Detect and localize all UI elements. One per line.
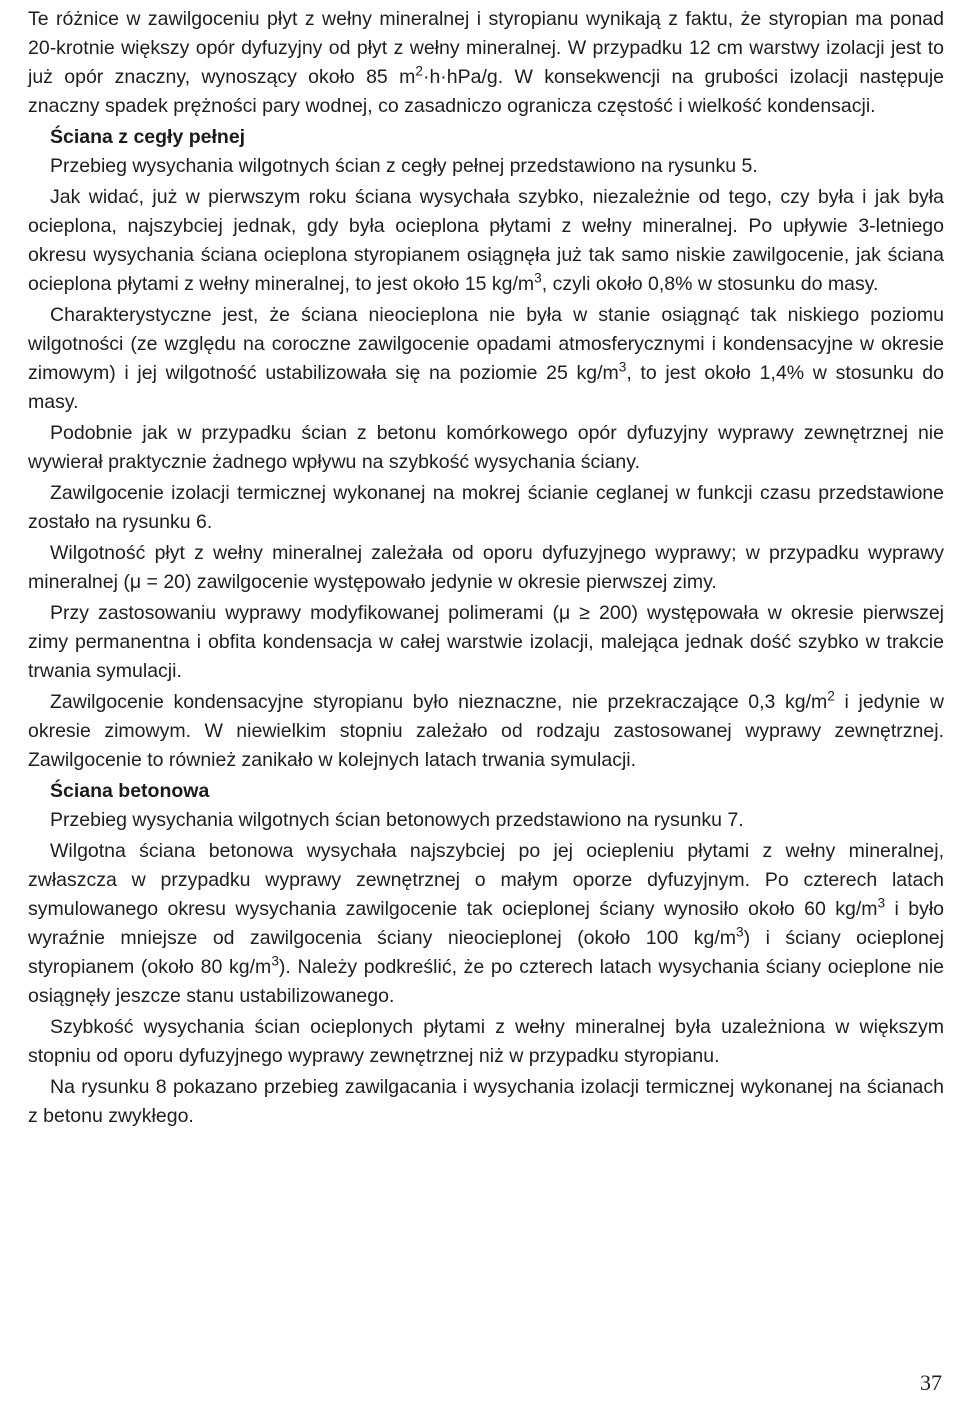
- paragraph: [28, 5, 944, 121]
- text-run: Przy zastosowaniu wyprawy modyfikowanej polimerami (μ ≥ 200) występowała w okresie pierwszej zimy permanentna i obfita kondensacja w całej warstwie izolacji, malejąca jednak dość szybko w trakcie trwania symulacji.: [28, 602, 944, 682]
- text-run: ·h·hPa/g. W konsekwencji na grubości izolacji następuje znaczny spadek prężności pary wodnej, co zasadniczo ogranicza częstość i wielkość kondensacji.: [28, 66, 944, 117]
- paragraph: [28, 479, 944, 537]
- text-run: Przebieg wysychania wilgotnych ścian z cegły pełnej przedstawiono na rysunku 5.: [50, 155, 758, 177]
- superscript: 3: [736, 924, 744, 940]
- text-run: , to jest około 1,4% w stosunku do masy.: [28, 362, 944, 413]
- page-number: 37: [920, 1370, 942, 1395]
- superscript: 3: [877, 895, 886, 911]
- paragraph: [28, 183, 944, 299]
- paragraph: [28, 152, 944, 181]
- superscript: 2: [415, 63, 423, 79]
- text-run: Szybkość wysychania ścian ocieplonych płytami z wełny mineralnej była uzależniona w większym stopniu od oporu dyfuzyjnego wyprawy zewnętrznej niż w przypadku styropianu.: [28, 1016, 944, 1067]
- superscript: 3: [534, 270, 542, 286]
- text-run: Na rysunku 8 pokazano przebieg zawilgacania i wysychania izolacji termicznej wykonanej na ścianach z betonu zwykłego.: [28, 1076, 944, 1127]
- text-run: i jedynie w okresie zimowym. W niewielkim stopniu zależało od rodzaju zastosowanej wyprawy zewnętrznej. Zawilgocenie to również zanikało w kolejnych latach trwania symulacji.: [28, 691, 944, 771]
- text-run: Charakterystyczne jest, że ściana nieocieplona nie była w stanie osiągnąć tak niskiego poziomu wilgotności (ze względu na coroczne zawilgocenie opadami atmosferycznymi i kondensacyjne w okresie zimowym) i jej wilgotność ustabilizowała się na poziomie 25 kg/m: [28, 304, 944, 384]
- paragraph: [28, 419, 944, 477]
- text-run: , czyli około 0,8% w stosunku do masy.: [541, 273, 879, 295]
- paragraph: [28, 688, 944, 775]
- text-run: Wilgotność płyt z wełny mineralnej zależała od oporu dyfuzyjnego wyprawy; w przypadku wyprawy mineralnej (μ = 20) zawilgocenie występowało jedynie w okresie pierwszej zimy.: [28, 542, 944, 593]
- text-run: ). Należy podkreślić, że po czterech latach wysychania ściany ocieplone nie osiągnęły jeszcze stanu ustabilizowanego.: [28, 956, 944, 1007]
- superscript: 2: [827, 688, 835, 704]
- paragraph: [28, 1073, 944, 1131]
- text-run: Jak widać, już w pierwszym roku ściana wysychała szybko, niezależnie od tego, czy była i jak była ocieplona, najszybciej jednak, gdy była ocieplona płytami z wełny mineralnej. Po upływie 3-letniego okresu wysychania ściana ocieplona styropianem osiągnęła już tak samo niskie zawilgocenie, jak ściana ocieplona płytami z wełny mineralnej, to jest około 15 kg/m: [28, 186, 944, 295]
- document-page: [28, 5, 944, 1133]
- paragraph: [28, 806, 944, 835]
- paragraph: [28, 1013, 944, 1071]
- text-run: Przebieg wysychania wilgotnych ścian betonowych przedstawiono na rysunku 7.: [50, 809, 744, 831]
- paragraph: [28, 599, 944, 686]
- superscript: 3: [618, 359, 627, 375]
- section-heading: Ściana z cegły pełnej: [50, 126, 246, 148]
- section-heading: Ściana betonowa: [50, 780, 210, 802]
- paragraph: [28, 539, 944, 597]
- text-run: Zawilgocenie kondensacyjne styropianu było nieznaczne, nie przekraczające 0,3 kg/m: [50, 691, 828, 713]
- text-run: Wilgotna ściana betonowa wysychała najszybciej po jej ociepleniu płytami z wełny mineralnej, zwłaszcza w przypadku wyprawy zewnętrznej o małym oporze dyfuzyjnym. Po czterech latach symulowanego okresu wysychania zawilgocenie tak ocieplonej ściany wynosiło około 60 kg/m: [28, 840, 944, 920]
- superscript: 3: [271, 953, 279, 969]
- text-run: Zawilgocenie izolacji termicznej wykonanej na mokrej ścianie ceglanej w funkcji czasu przedstawione zostało na rysunku 6.: [28, 482, 944, 533]
- paragraph: [28, 301, 944, 417]
- paragraph: [28, 837, 944, 1011]
- text-run: Podobnie jak w przypadku ścian z betonu komórkowego opór dyfuzyjny wyprawy zewnętrznej nie wywierał praktycznie żadnego wpływu na szybkość wysychania ściany.: [28, 422, 944, 473]
- text-run: ) i ściany ocieplonej styropianem (około 80 kg/m: [28, 927, 944, 978]
- text-run: Te różnice w zawilgoceniu płyt z wełny mineralnej i styropianu wynikają z faktu, że styropian ma ponad 20-krotnie większy opór dyfuzyjny od płyt z wełny mineralnej. W przypadku 12 cm warstwy izolacji jest to już opór znaczny, wynoszący około 85 m: [28, 8, 944, 88]
- text-run: i było wyraźnie mniejsze od zawilgocenia ściany nieocieplonej (około 100 kg/m: [28, 898, 944, 949]
